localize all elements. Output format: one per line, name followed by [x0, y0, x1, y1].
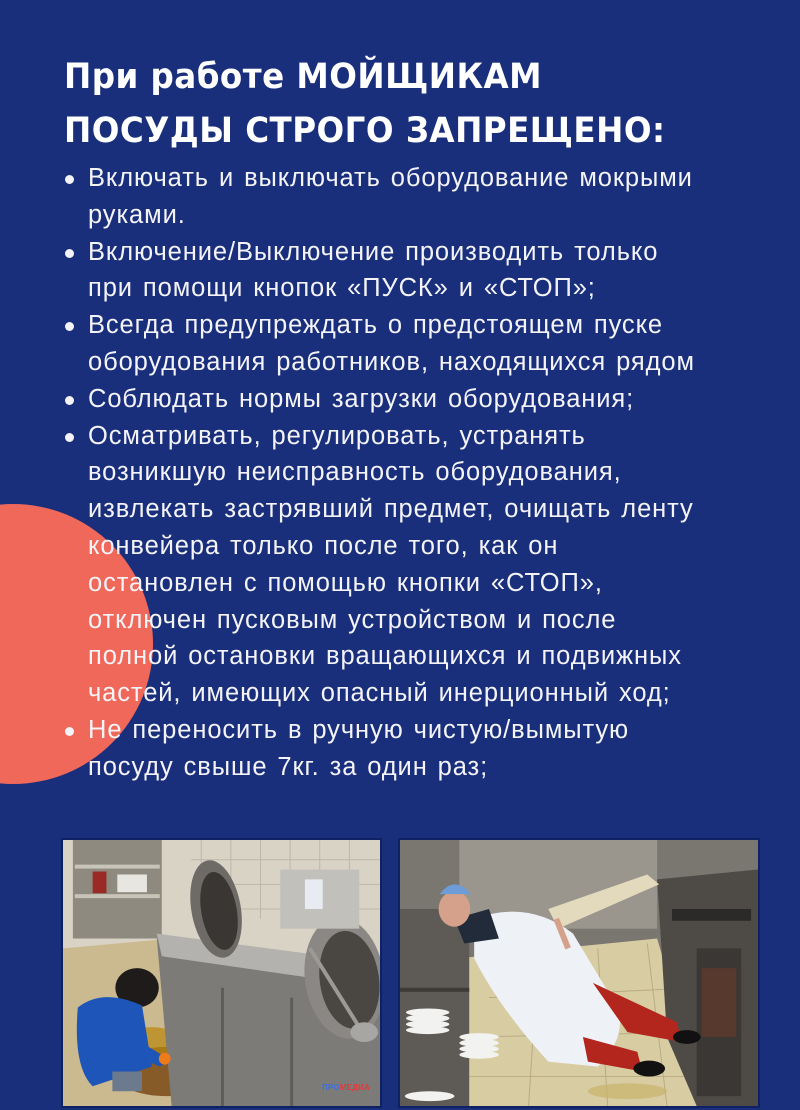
- bullet-icon: [65, 433, 74, 442]
- bullet-icon: [65, 396, 74, 405]
- rule-line: частей, имеющих опасный инерционный ход;: [88, 679, 671, 708]
- rule-line: при помощи кнопок «ПУСК» и «СТОП»;: [88, 274, 596, 303]
- rule-line: Включение/Выключение производить только: [88, 237, 659, 266]
- prohibited-actions-list: [62, 160, 782, 786]
- rule-line: оборудования работников, находящихся рядом: [88, 347, 695, 376]
- rule-item: [62, 234, 782, 308]
- rule-line: извлекать застрявший предмет, очищать ленту: [88, 495, 694, 524]
- rule-line: конвейера только после того, как он: [88, 531, 559, 560]
- chef-slipping-photo: [398, 838, 760, 1108]
- bullet-icon: [65, 322, 74, 331]
- bullet-icon: [65, 249, 74, 258]
- rule-line: Осматривать, регулировать, устранять: [88, 421, 586, 450]
- rule-line: Не переносить в ручную чистую/вымытую: [88, 715, 630, 744]
- bullet-icon: [65, 175, 74, 184]
- rule-item: [62, 418, 782, 712]
- kitchen-cleaning-photo: [61, 838, 382, 1108]
- rule-line: возникшую неисправность оборудования,: [88, 458, 622, 487]
- rule-item: [62, 160, 782, 234]
- rule-line: отключен пусковым устройством и после: [88, 605, 617, 634]
- rule-item: [62, 712, 782, 786]
- bullet-icon: [65, 727, 74, 736]
- rule-line: полной остановки вращающихся и подвижных: [88, 642, 682, 671]
- slipping-chef-illustration: [400, 840, 758, 1106]
- rule-line: руками.: [88, 200, 186, 229]
- rule-item: [62, 307, 782, 381]
- media-watermark: ПРОМЕДИА: [321, 1083, 370, 1092]
- title-line-1: При работе МОЙЩИКАМ: [64, 57, 543, 97]
- rule-line: остановлен с помощью кнопки «СТОП»,: [88, 568, 603, 597]
- kitchen-scene-illustration: [63, 840, 380, 1106]
- rule-line: Включать и выключать оборудование мокрыми: [88, 164, 693, 192]
- rule-line: посуду свыше 7кг. за один раз;: [88, 752, 489, 781]
- rule-line: Всегда предупреждать о предстоящем пуске: [88, 311, 664, 340]
- rule-item: [62, 381, 782, 418]
- poster-title: [64, 50, 734, 158]
- title-line-2: ПОСУДЫ СТРОГО ЗАПРЕЩЕНО:: [64, 111, 666, 151]
- rule-line: Соблюдать нормы загрузки оборудования;: [88, 384, 635, 413]
